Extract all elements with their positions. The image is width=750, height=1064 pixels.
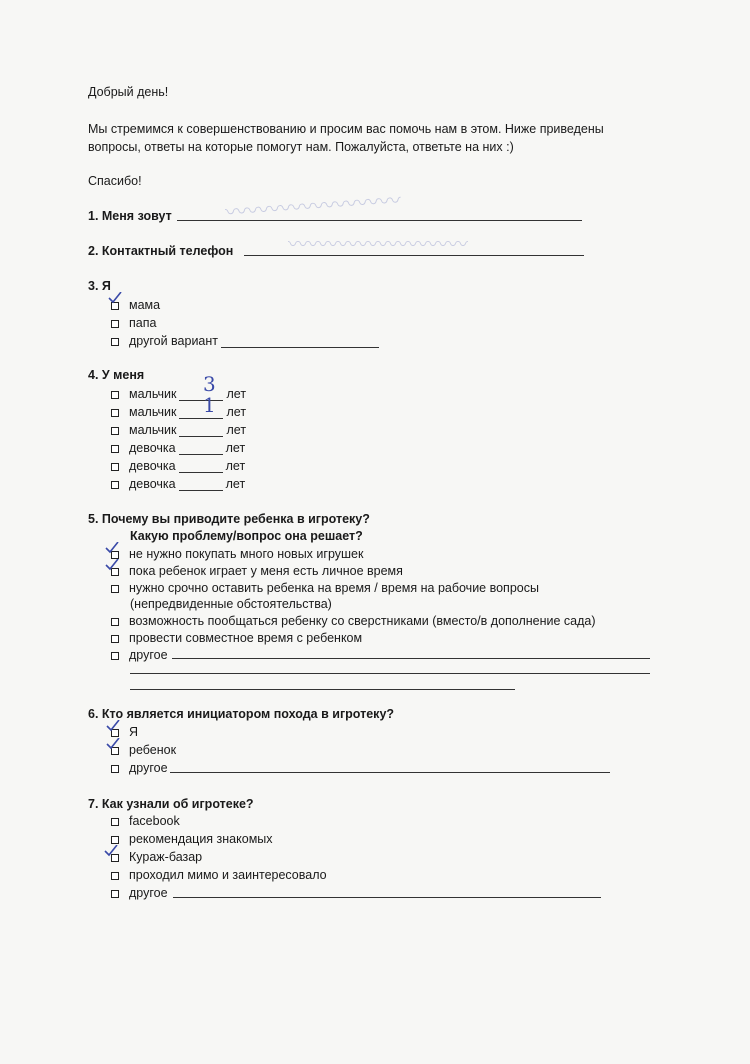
q5-option-personal-time[interactable]: пока ребенок играет у меня есть личное время: [111, 563, 403, 579]
q4-handwritten-age-2: 1: [203, 393, 216, 417]
q4-age-field[interactable]: [179, 406, 223, 419]
q6-label: 6. Кто является инициатором похода в игротеку?: [88, 707, 395, 721]
q5-option-urgent-note: (непредвиденные обстоятельства): [130, 597, 332, 611]
q5-option-socialize[interactable]: возможность пообщаться ребенку со сверстниками (вместо/в дополнение сада): [111, 613, 596, 629]
checkbox[interactable]: [111, 427, 119, 435]
q2-label: 2. Контактный телефон: [88, 244, 234, 258]
checkbox[interactable]: [111, 818, 119, 826]
checkbox[interactable]: [111, 618, 119, 626]
q4-row-girl-3[interactable]: девочка лет: [111, 476, 245, 492]
q6-checkmark-2: [106, 738, 120, 750]
q7-option-passing-by[interactable]: проходил мимо и заинтересовало: [111, 867, 327, 883]
q6-option-me[interactable]: Я: [111, 724, 138, 740]
q4-handwritten-age-1: 3: [203, 372, 216, 396]
q3-checkmark: [108, 292, 122, 304]
q5-label: 5. Почему вы приводите ребенка в игротеку?: [88, 512, 370, 526]
q5-other-field-line-2[interactable]: [130, 673, 650, 674]
q5-checkmark-2: [105, 559, 119, 571]
q3-option-mama[interactable]: мама: [111, 297, 160, 313]
checkbox[interactable]: [111, 409, 119, 417]
q5-sublabel: Какую проблему/вопрос она решает?: [130, 529, 363, 543]
q5-option-together[interactable]: провести совместное время с ребенком: [111, 630, 362, 646]
q7-option-facebook[interactable]: facebook: [111, 813, 180, 829]
q5-option-other[interactable]: другое: [111, 647, 168, 663]
intro-line-1: Мы стремимся к совершенствованию и просим вас помочь нам в этом. Ниже приведены: [88, 122, 604, 136]
checkbox[interactable]: [111, 320, 119, 328]
q5-other-field[interactable]: [172, 658, 650, 659]
checkbox[interactable]: [111, 585, 119, 593]
greeting: Добрый день!: [88, 85, 169, 99]
q3-label: 3. Я: [88, 279, 111, 293]
q1-label: 1. Меня зовут: [88, 209, 172, 223]
checkbox[interactable]: [111, 652, 119, 660]
q4-age-field[interactable]: [179, 388, 223, 401]
q5-option-toys[interactable]: не нужно покупать много новых игрушек: [111, 546, 363, 562]
checkbox[interactable]: [111, 635, 119, 643]
q4-row-boy-3[interactable]: мальчик лет: [111, 422, 246, 438]
q7-option-other[interactable]: другое: [111, 885, 168, 901]
q6-option-child[interactable]: ребенок: [111, 742, 176, 758]
q7-option-kurazh-bazar[interactable]: Кураж-базар: [111, 849, 202, 865]
q7-other-field[interactable]: [173, 897, 601, 898]
q7-checkmark: [104, 845, 118, 857]
checkbox[interactable]: [111, 445, 119, 453]
q4-age-field[interactable]: [179, 460, 223, 473]
checkbox[interactable]: [111, 463, 119, 471]
q4-age-field[interactable]: [179, 424, 223, 437]
q6-option-other[interactable]: другое: [111, 760, 168, 776]
q4-row-girl-2[interactable]: девочка лет: [111, 458, 245, 474]
thanks-text: Спасибо!: [88, 174, 142, 188]
checkbox[interactable]: [111, 338, 119, 346]
q6-other-field[interactable]: [170, 772, 610, 773]
q4-age-field[interactable]: [179, 442, 223, 455]
q4-row-boy-1[interactable]: мальчик лет: [111, 386, 246, 402]
q7-label: 7. Как узнали об игротеке?: [88, 797, 254, 811]
intro-line-2: вопросы, ответы на которые помогут нам. Пожалуйста, ответьте на них :): [88, 140, 514, 154]
q3-option-other[interactable]: другой вариант: [111, 333, 382, 349]
q1-handwritten-name: 〰〰〰〰〰〰〰〰: [224, 188, 402, 227]
q5-checkmark-1: [105, 542, 119, 554]
q4-age-field[interactable]: [179, 478, 223, 491]
checkbox[interactable]: [111, 765, 119, 773]
checkbox[interactable]: [111, 872, 119, 880]
q4-row-boy-2[interactable]: мальчик лет: [111, 404, 246, 420]
checkbox[interactable]: [111, 391, 119, 399]
q7-option-recommendation[interactable]: рекомендация знакомых: [111, 831, 273, 847]
q6-checkmark-1: [106, 720, 120, 732]
q2-handwritten-phone: 〰〰〰〰〰〰〰〰〰: [288, 232, 468, 256]
checkbox[interactable]: [111, 836, 119, 844]
q4-label: 4. У меня: [88, 368, 145, 382]
q4-row-girl-1[interactable]: девочка лет: [111, 440, 245, 456]
checkbox[interactable]: [111, 481, 119, 489]
q5-other-field-line-3[interactable]: [130, 689, 515, 690]
q3-other-field[interactable]: [221, 335, 379, 348]
q3-option-papa[interactable]: папа: [111, 315, 156, 331]
q5-option-urgent[interactable]: нужно срочно оставить ребенка на время / время на рабочие вопросы: [111, 580, 539, 596]
checkbox[interactable]: [111, 890, 119, 898]
